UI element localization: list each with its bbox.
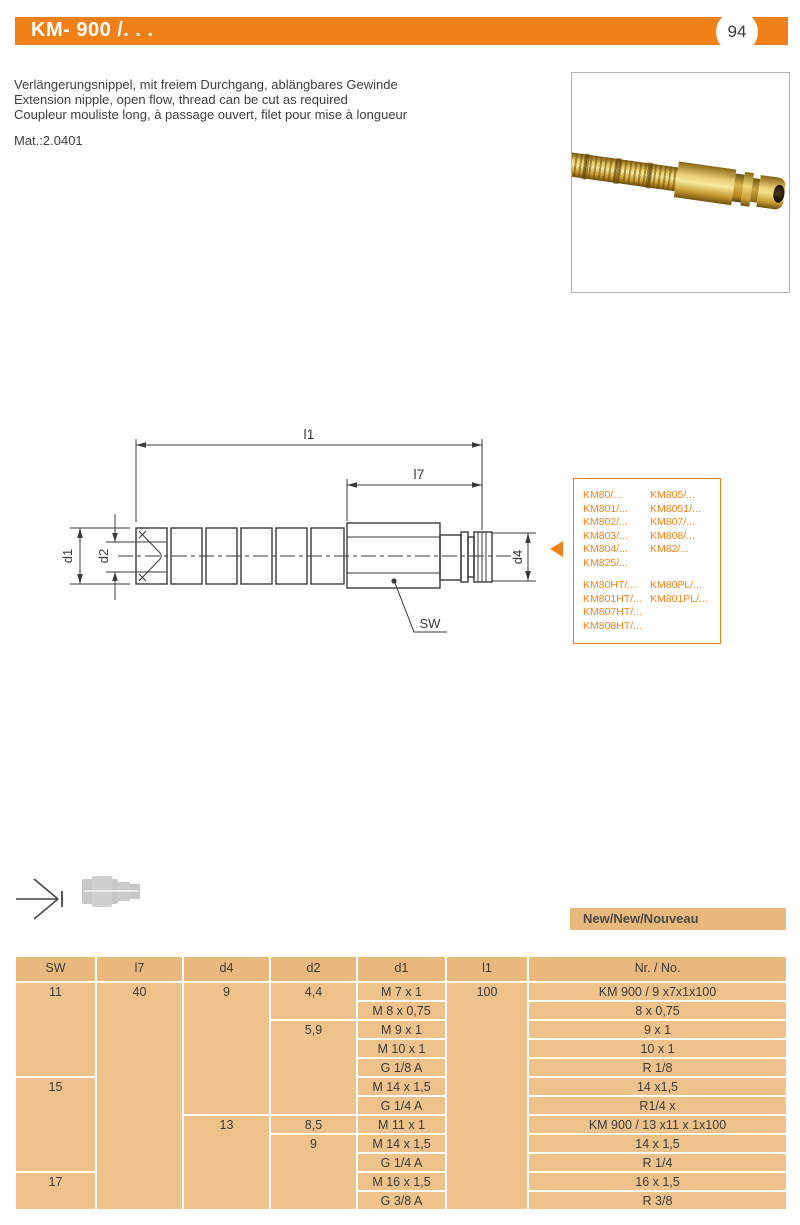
table-cell: 11: [15, 982, 96, 1077]
related-models-group: [583, 579, 720, 633]
dim-label-d1: d1: [60, 548, 75, 564]
description-block: [14, 77, 407, 122]
table-cell: 5,9: [270, 1020, 357, 1115]
table-cell: M 16 x 1,5: [357, 1172, 446, 1191]
table-cell: R 1/4: [528, 1153, 787, 1172]
table-cell: KM 900 / 9 x7x1x100: [528, 982, 787, 1001]
related-models-column: [650, 489, 717, 570]
product-photo: [571, 72, 790, 293]
model-code: KM802/...: [583, 516, 628, 528]
column-header: l7: [96, 956, 183, 982]
table-cell: M 14 x 1,5: [357, 1077, 446, 1096]
table-cell: KM 900 / 13 x11 x 1x100: [528, 1115, 787, 1134]
model-code: KM80PL/...: [650, 579, 702, 591]
model-code: KM801HT/...: [583, 592, 642, 605]
table-cell: 8 x 0,75: [528, 1001, 787, 1020]
table-cell: M 10 x 1: [357, 1039, 446, 1058]
related-models-column: [583, 579, 650, 633]
description-en: Extension nipple, open flow, thread can be cut as required: [14, 92, 348, 107]
model-code: KM808/...: [650, 529, 695, 542]
table-cell: R 3/8: [528, 1191, 787, 1210]
table-cell: 4,4: [270, 982, 357, 1020]
table-cell: M 7 x 1: [357, 982, 446, 1001]
table-cell: 10 x 1: [528, 1039, 787, 1058]
table-cell: 13: [183, 1115, 270, 1210]
table-cell: 8,5: [270, 1115, 357, 1134]
table-cell: 14 x1,5: [528, 1077, 787, 1096]
column-header: d2: [270, 956, 357, 982]
column-header: SW: [15, 956, 96, 982]
dim-label-d2: d2: [96, 548, 111, 564]
table-cell: G 1/4 A: [357, 1153, 446, 1172]
table-cell: M 9 x 1: [357, 1020, 446, 1039]
open-flow-icon: [10, 872, 80, 924]
model-code: KM801PL/...: [650, 592, 708, 605]
table-cell: 15: [15, 1077, 96, 1172]
description-fr: Coupleur mouliste long, à passage ouvert, filet pour mise à longueur: [14, 107, 408, 122]
pointer-arrow-icon: [550, 541, 563, 557]
model-code: KM804/...: [583, 543, 628, 555]
table-cell: R1/4 x: [528, 1096, 787, 1115]
table-row: [15, 982, 787, 1001]
table-cell: R 1/8: [528, 1058, 787, 1077]
model-code: KM825/...: [583, 556, 628, 569]
table-cell: 9: [183, 982, 270, 1115]
table-cell: G 1/4 A: [357, 1096, 446, 1115]
new-banner: New/New/Nouveau: [570, 908, 786, 930]
brass-nipple-image: [571, 133, 790, 233]
model-code: KM8051/...: [650, 502, 701, 515]
model-code: KM807/...: [650, 516, 695, 528]
model-code: KM805/...: [650, 489, 695, 501]
model-code: KM808HT/...: [583, 619, 642, 632]
table-cell: 16 x 1,5: [528, 1172, 787, 1191]
model-code: KM807HT/...: [583, 606, 642, 618]
model-code: KM80/...: [583, 489, 623, 501]
table-cell: 100: [446, 982, 528, 1210]
table-cell: M 14 x 1,5: [357, 1134, 446, 1153]
related-models-column: [650, 579, 717, 633]
table-cell: 14 x 1,5: [528, 1134, 787, 1153]
related-models-column: [583, 489, 650, 570]
title-bar: [15, 17, 788, 45]
dim-label-l7: l7: [413, 466, 425, 482]
spec-table: [14, 955, 788, 1211]
page-title: KM- 900 /. . .: [31, 19, 154, 41]
description-de: Verlängerungsnippel, mit freiem Durchgang, ablängbares Gewinde: [14, 77, 398, 92]
table-cell: 9: [270, 1134, 357, 1210]
model-code: KM82/...: [650, 543, 690, 555]
dim-label-l1: l1: [303, 426, 315, 442]
related-models-box: [573, 478, 721, 644]
column-header: l1: [446, 956, 528, 982]
model-code: KM80HT/...: [583, 579, 637, 591]
related-models-group: [583, 489, 720, 570]
nipple-pictogram-icon: [82, 876, 142, 906]
table-cell: M 11 x 1: [357, 1115, 446, 1134]
table-cell: G 3/8 A: [357, 1191, 446, 1210]
table-cell: 9 x 1: [528, 1020, 787, 1039]
table-cell: 17: [15, 1172, 96, 1210]
page-number: 94: [727, 22, 747, 41]
model-code: KM801/...: [583, 502, 628, 515]
material-spec: Mat.:2.0401: [14, 133, 83, 148]
column-header: d1: [357, 956, 446, 982]
table-cell: 40: [96, 982, 183, 1210]
table-cell: G 1/8 A: [357, 1058, 446, 1077]
dim-label-sw: SW: [419, 616, 441, 631]
page-number-badge: [716, 11, 758, 53]
model-code: KM803/...: [583, 529, 628, 542]
dim-label-d4: d4: [510, 549, 525, 565]
column-header: d4: [183, 956, 270, 982]
column-header: Nr. / No.: [528, 956, 787, 982]
table-header-row: [15, 956, 787, 982]
table-cell: M 8 x 0,75: [357, 1001, 446, 1020]
